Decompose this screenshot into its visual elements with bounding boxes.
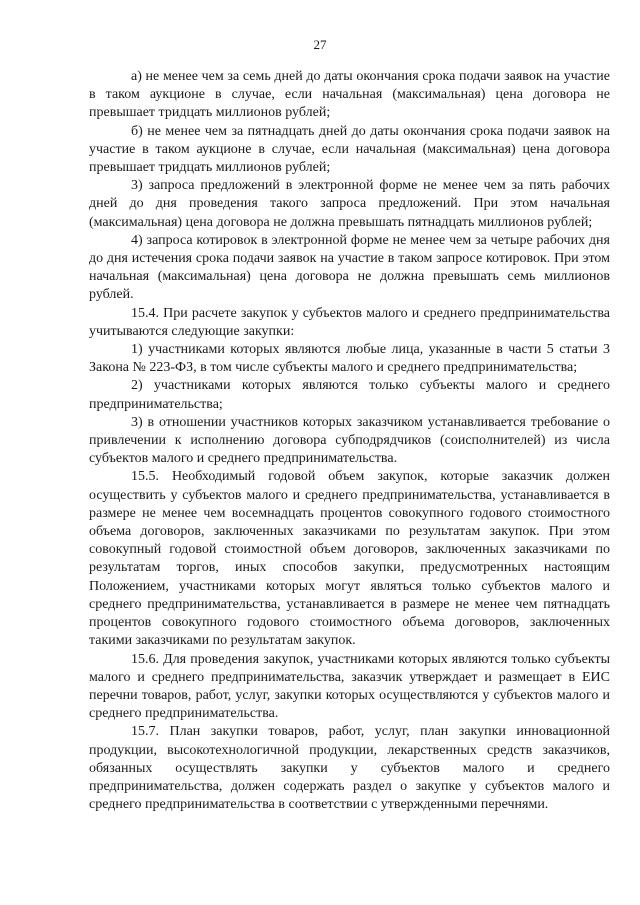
paragraph-15-5: 15.5. Необходимый годовой объем закупок, которые заказчик должен осуществить у субъектов малого и среднего предпринимательства, устанавливается в размере не менее чем восемнадцать процентов совокупного годового стоимостного объема договоров, заключенных заказчиками по результатам закупок. При этом совокупный годовой стоимостной объем договоров, заключенных заказчиками по результатам торгов, иных способов закупки, предусмотренных настоящим Положением, участниками которых могут являться только субъектов малого и среднего предпринимательства, устанавливается в размере не менее чем пятнадцать процентов совокупного годового стоимостного объема договоров, заключенных такими заказчиками по результатам закупок. [89,469,610,649]
paragraph-15-3-3: 3) запроса предложений в электронной форме не менее чем за пять рабочих дней до дня проведения такого запроса предложений. При этом начальная (максимальная) цена договора не должна превышать пятнадцать миллионов рублей; [89,178,610,230]
page-number: 27 [313,37,327,52]
paragraph-15-6: 15.6. Для проведения закупок, участниками которых являются только субъекты малого и среднего предпринимательства, заказчик утверждает и размещает в ЕИС перечни товаров, работ, услуг, закупки которых осуществляются у субъектов малого и среднего предпринимательства. [89,651,610,722]
paragraph-15-4-3: 3) в отношении участников которых заказчиком устанавливается требование о привлечении к исполнению договора субподрядчиков (соисполнителей) из числа субъектов малого и среднего предпринимательства. [89,414,610,467]
paragraph-15-3-2-a: а) не менее чем за семь дней до даты окончания срока подачи заявок на участие в таком аукционе в случае, если начальная (максимальная) цена договора не превышает тридцать миллионов рублей; [89,69,610,121]
paragraph-15-4-1: 1) участниками которых являются любые лица, указанные в части 5 статьи 3 Закона № 223-ФЗ, в том числе субъекты малого и среднего предпринимательства; [89,342,610,376]
paragraph-15-3-2-b: б) не менее чем за пятнадцать дней до даты окончания срока подачи заявок на участие в таком аукционе в случае, если начальная (максимальная) цена договора превышает тридцать миллионов рублей; [89,123,610,176]
paragraph-15-4-2: 2) участниками которых являются только субъекты малого и среднего предпринимательства; [89,378,610,412]
paragraph-15-3-4: 4) запроса котировок в электронной форме не менее чем за четыре рабочих дня до дня истечения срока подачи заявок на участие в таком запросе котировок. При этом начальная (максимальная) цена договора не должна превышать семь миллионов рублей. [89,232,610,303]
paragraph-15-4: 15.4. При расчете закупок у субъектов малого и среднего предпринимательства учитываются следующие закупки: [89,305,610,339]
paragraph-15-7: 15.7. План закупки товаров, работ, услуг, план закупки инновационной продукции, высокотехнологичной продукции, лекарственных средств заказчиков, обязанных осуществлять закупки у субъектов малого и среднего предпринимательства, должен содержать раздел о закупке у субъектов малого и среднего предпринимательства в соответствии с утвержденными перечнями. [89,724,610,813]
body-text [89,68,610,814]
